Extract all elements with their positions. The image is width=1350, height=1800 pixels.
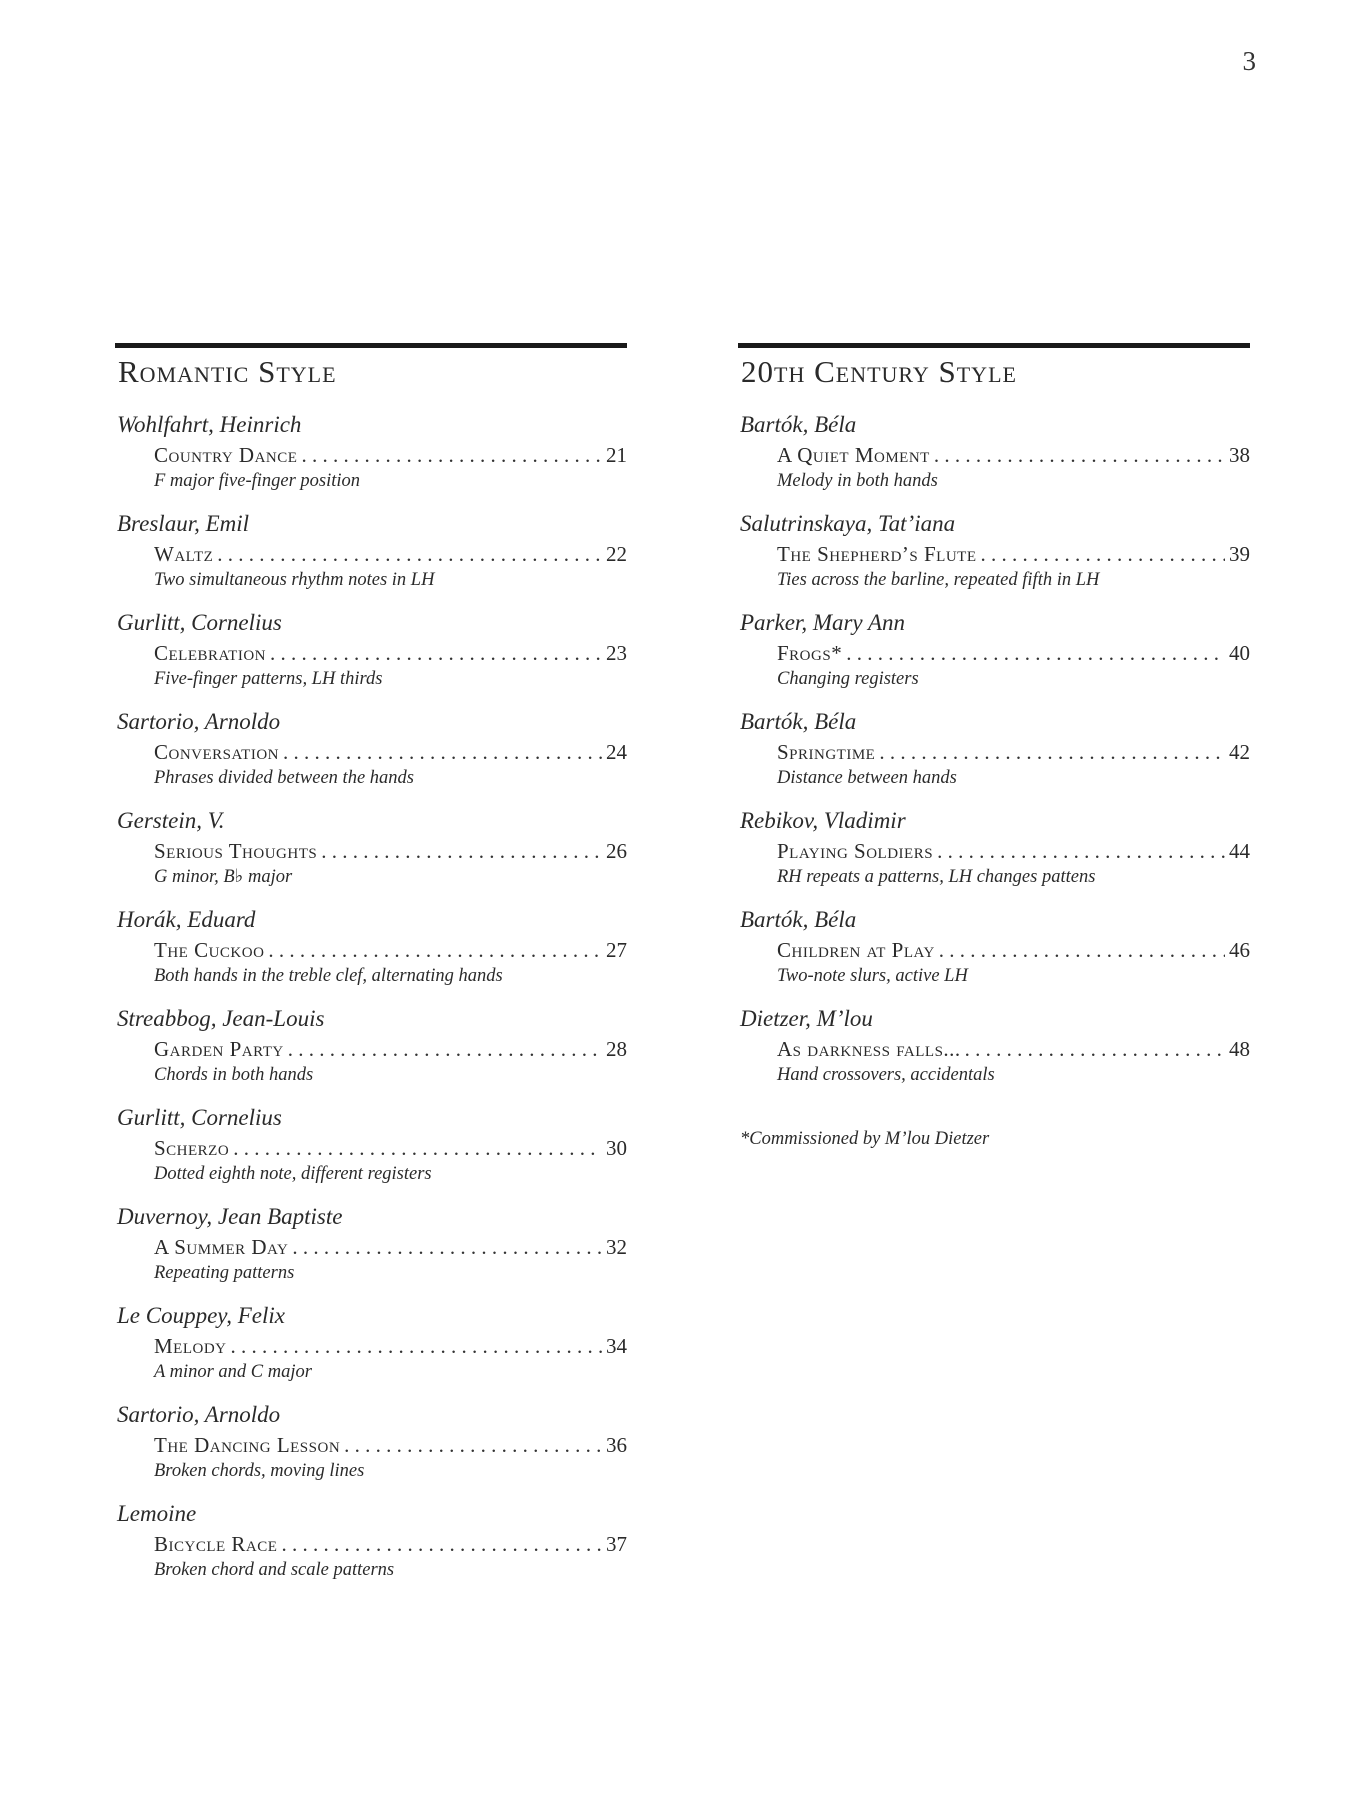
piece-description: G minor, B♭ major	[154, 867, 293, 887]
toc-link[interactable]	[154, 539, 627, 569]
piece-description: Broken chords, moving lines	[154, 1461, 365, 1481]
page-reference: 32	[606, 1235, 627, 1259]
toc-link[interactable]	[154, 1529, 627, 1559]
toc-entry	[738, 806, 1250, 889]
toc-link[interactable]	[154, 638, 627, 668]
section-rule	[115, 343, 627, 348]
piece-description: RH repeats a patterns, LH changes pattens	[777, 867, 1096, 887]
piece-description: Ties across the barline, repeated fifth in LH	[777, 570, 1100, 590]
piece-title: Frogs*	[777, 641, 843, 665]
page-reference: 39	[1229, 542, 1250, 566]
piece-title: Melody	[154, 1334, 227, 1358]
toc-entry	[115, 608, 627, 691]
toc-entry	[115, 410, 627, 493]
piece-title: Children at Play	[777, 938, 935, 962]
piece-description: Distance between hands	[777, 768, 957, 788]
toc-entry	[115, 1004, 627, 1087]
dot-leader	[231, 1331, 603, 1361]
toc-link[interactable]	[777, 836, 1250, 866]
page-reference: 44	[1229, 839, 1250, 863]
toc-link[interactable]	[777, 935, 1250, 965]
piece-description: F major five-finger position	[154, 471, 361, 491]
toc-link[interactable]	[777, 440, 1250, 470]
composer-name: Duvernoy, Jean Baptiste	[117, 1204, 343, 1229]
dot-leader	[981, 539, 1225, 569]
piece-title: The Dancing Lesson	[154, 1433, 341, 1457]
page-reference: 21	[606, 443, 627, 467]
dot-leader	[281, 1529, 602, 1559]
piece-title: Waltz	[154, 542, 214, 566]
page-reference: 28	[606, 1037, 627, 1061]
page-reference: 46	[1229, 938, 1250, 962]
toc-link[interactable]	[777, 539, 1250, 569]
toc-entry	[738, 1004, 1250, 1087]
dot-leader	[344, 1430, 602, 1460]
section-rule	[738, 343, 1250, 348]
piece-description: A minor and C major	[154, 1362, 312, 1382]
page-reference: 37	[606, 1532, 627, 1556]
dot-leader	[233, 1133, 602, 1163]
dot-leader	[321, 836, 602, 866]
piece-title: As darkness falls...	[777, 1037, 961, 1061]
dot-leader	[217, 539, 602, 569]
page-reference: 36	[606, 1433, 627, 1457]
page-reference: 48	[1229, 1037, 1250, 1061]
piece-title: Bicycle Race	[154, 1532, 278, 1556]
toc-entry	[115, 509, 627, 592]
page-reference: 38	[1229, 443, 1250, 467]
toc-link[interactable]	[154, 440, 627, 470]
toc-entry	[115, 1499, 627, 1582]
toc-entry	[738, 509, 1250, 592]
dot-leader	[288, 1034, 602, 1064]
dot-leader	[268, 935, 602, 965]
composer-name: Breslaur, Emil	[117, 511, 250, 536]
twentieth-century-style-section	[738, 343, 1250, 1150]
toc-link[interactable]	[777, 638, 1250, 668]
page-reference: 42	[1229, 740, 1250, 764]
piece-description: Chords in both hands	[154, 1065, 314, 1085]
dot-leader	[270, 638, 602, 668]
toc-link[interactable]	[777, 1034, 1250, 1064]
toc-link[interactable]	[154, 1232, 627, 1262]
dot-leader	[283, 737, 602, 767]
toc-entry	[115, 1103, 627, 1186]
page-reference: 40	[1229, 641, 1250, 665]
piece-title: Playing Soldiers	[777, 839, 934, 863]
composer-name: Salutrinskaya, Tat’iana	[740, 511, 956, 536]
composer-name: Sartorio, Arnoldo	[117, 709, 281, 734]
toc-link[interactable]	[154, 836, 627, 866]
page-reference: 24	[606, 740, 627, 764]
piece-description: Repeating patterns	[154, 1263, 295, 1283]
composer-name: Gurlitt, Cornelius	[117, 610, 282, 635]
toc-entry	[738, 707, 1250, 790]
piece-description: Phrases divided between the hands	[154, 768, 414, 788]
composer-name: Streabbog, Jean-Louis	[117, 1006, 325, 1031]
page-reference: 23	[606, 641, 627, 665]
piece-description: Five-finger patterns, LH thirds	[154, 669, 383, 689]
toc-entry	[115, 1202, 627, 1285]
composer-name: Le Couppey, Felix	[117, 1303, 285, 1328]
dot-leader	[939, 935, 1225, 965]
dot-leader	[292, 1232, 602, 1262]
piece-description: Hand crossovers, accidentals	[777, 1065, 995, 1085]
page-reference: 22	[606, 542, 627, 566]
toc-link[interactable]	[154, 935, 627, 965]
toc-entry	[115, 707, 627, 790]
footnote: *Commissioned by M’lou Dietzer	[740, 1129, 990, 1149]
toc-link[interactable]	[777, 737, 1250, 767]
toc-link[interactable]	[154, 1430, 627, 1460]
dot-leader	[301, 440, 602, 470]
page-reference: 27	[606, 938, 627, 962]
composer-name: Wohlfahrt, Heinrich	[117, 412, 302, 437]
toc-link[interactable]	[154, 737, 627, 767]
piece-title: Springtime	[777, 740, 876, 764]
piece-title: A Summer Day	[154, 1235, 289, 1259]
piece-title: The Cuckoo	[154, 938, 265, 962]
composer-name: Bartók, Béla	[740, 907, 857, 932]
toc-entry	[738, 905, 1250, 988]
dot-leader	[879, 737, 1225, 767]
piece-description: Changing registers	[777, 669, 919, 689]
section-title: 20th Century Style	[741, 354, 1017, 389]
piece-title: Garden Party	[154, 1037, 284, 1061]
composer-name: Gerstein, V.	[117, 808, 225, 833]
toc-link[interactable]	[154, 1331, 627, 1361]
toc-entry	[738, 410, 1250, 493]
piece-title: Celebration	[154, 641, 266, 665]
toc-link[interactable]	[154, 1034, 627, 1064]
composer-name: Parker, Mary Ann	[740, 610, 906, 635]
toc-entry	[115, 1400, 627, 1483]
dot-leader	[846, 638, 1225, 668]
piece-description: Dotted eighth note, different registers	[154, 1164, 432, 1184]
romantic-style-section	[115, 343, 627, 1598]
piece-title: Scherzo	[154, 1136, 230, 1160]
composer-name: Horák, Eduard	[117, 907, 256, 932]
dot-leader	[937, 836, 1225, 866]
piece-description: Broken chord and scale patterns	[154, 1560, 395, 1580]
page-reference: 30	[606, 1136, 627, 1160]
piece-title: Country Dance	[154, 443, 298, 467]
toc-entry	[115, 806, 627, 889]
piece-description: Two simultaneous rhythm notes in LH	[154, 570, 435, 590]
page-reference: 34	[606, 1334, 627, 1358]
dot-leader	[965, 1034, 1225, 1064]
piece-title: Conversation	[154, 740, 280, 764]
composer-name: Bartók, Béla	[740, 412, 857, 437]
composer-name: Gurlitt, Cornelius	[117, 1105, 282, 1130]
piece-title: A Quiet Moment	[777, 443, 930, 467]
page-number: 3	[1242, 46, 1256, 76]
piece-description: Two-note slurs, active LH	[777, 966, 968, 986]
composer-name: Sartorio, Arnoldo	[117, 1402, 281, 1427]
composer-name: Rebikov, Vladimir	[740, 808, 906, 833]
page-reference: 26	[606, 839, 627, 863]
toc-entry	[115, 1301, 627, 1384]
toc-entry	[115, 905, 627, 988]
piece-description: Melody in both hands	[777, 471, 938, 491]
composer-name: Bartók, Béla	[740, 709, 857, 734]
piece-description: Both hands in the treble clef, alternating hands	[154, 966, 503, 986]
toc-link[interactable]	[154, 1133, 627, 1163]
piece-title: The Shepherd’s Flute	[777, 542, 977, 566]
toc-entry	[738, 608, 1250, 691]
dot-leader	[934, 440, 1225, 470]
composer-name: Lemoine	[117, 1501, 197, 1526]
composer-name: Dietzer, M’lou	[740, 1006, 873, 1031]
piece-title: Serious Thoughts	[154, 839, 318, 863]
section-title: Romantic Style	[118, 354, 337, 389]
